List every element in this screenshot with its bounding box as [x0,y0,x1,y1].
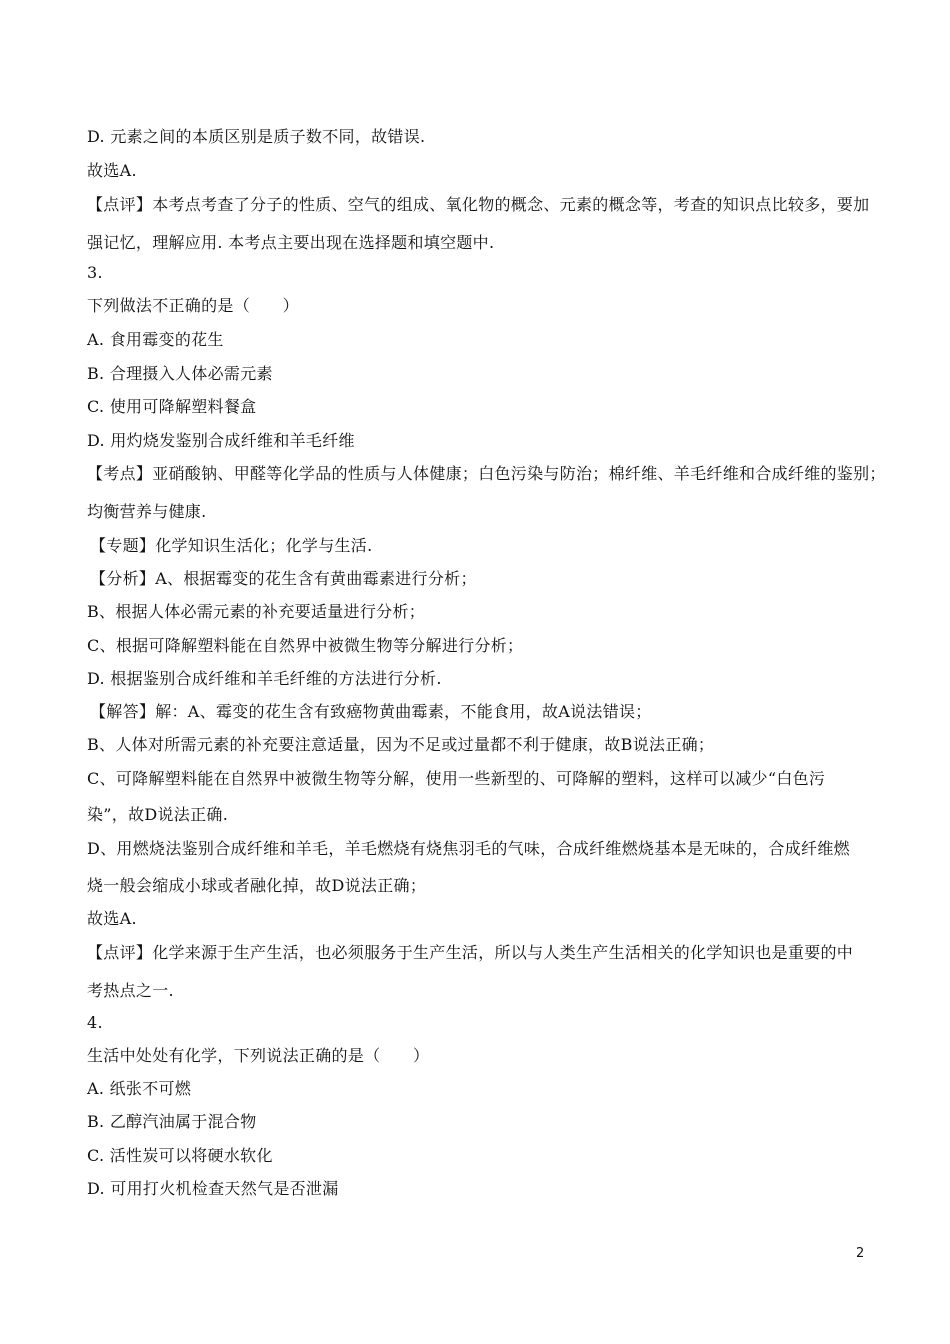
option-d: D. 可用打火机检查天然气是否泄漏 [87,1179,339,1198]
option-d: D. 用灼烧发鉴别合成纤维和羊毛纤维 [87,431,355,450]
question-text: 下列做法不正确的是（ ） [87,296,299,315]
text-line: 【解答】解：A、霉变的花生含有致癌物黄曲霉素，不能食用，故A说法错误； [90,702,652,721]
text-line: B、根据人体必需元素的补充要适量进行分析； [87,602,426,621]
option-b: B. 乙醇汽油属于混合物 [87,1112,257,1131]
text-line: 染”，故D说法正确. [87,805,229,824]
text-line: 烧一般会缩成小球或者融化掉，故D说法正确； [87,876,427,895]
question-number: 3. [87,263,103,282]
text-line: 【专题】化学知识生活化；化学与生活. [90,536,373,555]
text-line: C、根据可降解塑料能在自然界中被微生物等分解进行分析； [87,636,524,655]
text-line: B、人体对所需元素的补充要注意适量，因为不足或过量都不利于健康，故B说法正确； [87,735,715,754]
text-line: 【点评】本考点考查了分子的性质、空气的组成、氧化物的概念、元素的概念等，考查的知识点比较多，要加 [87,195,870,214]
text-line: 故选A. [87,161,137,180]
option-c: C. 使用可降解塑料餐盒 [87,397,257,416]
text-line: 强记忆，理解应用. 本考点主要出现在选择题和填空题中. [87,233,495,252]
text-line: 【点评】化学来源于生产生活，也必须服务于生产生活，所以与人类生产生活相关的化学知识也是重要的中 [87,943,854,962]
text-line: 均衡营养与健康. [87,502,207,521]
text-line: C、可降解塑料能在自然界中被微生物等分解，使用一些新型的、可降解的塑料，这样可以减少“白色污 [87,769,826,788]
text-line: 考热点之一. [87,981,174,1000]
text-line: 【分析】A、根据霉变的花生含有黄曲霉素进行分析； [90,569,477,588]
text-line: 故选A. [87,909,137,928]
option-b: B. 合理摄入人体必需元素 [87,364,273,383]
text-line: D. 根据鉴别合成纤维和羊毛纤维的方法进行分析. [87,669,442,688]
text-line: D、用燃烧法鉴别合成纤维和羊毛，羊毛燃烧有烧焦羽毛的气味，合成纤维燃烧基本是无味的，合成纤维燃 [87,839,850,858]
text-line: 【考点】亚硝酸钠、甲醛等化学品的性质与人体健康；白色污染与防治；棉纤维、羊毛纤维和合成纤维的鉴别； [87,464,886,483]
option-a: A. 纸张不可燃 [87,1079,192,1098]
option-a: A. 食用霉变的花生 [87,330,224,349]
page-number: 2 [856,1246,865,1261]
option-c: C. 活性炭可以将硬水软化 [87,1146,273,1165]
question-text: 生活中处处有化学，下列说法正确的是（ ） [87,1046,430,1065]
question-number: 4. [87,1013,103,1032]
text-line: D. 元素之间的本质区别是质子数不同，故错误. [87,127,426,146]
